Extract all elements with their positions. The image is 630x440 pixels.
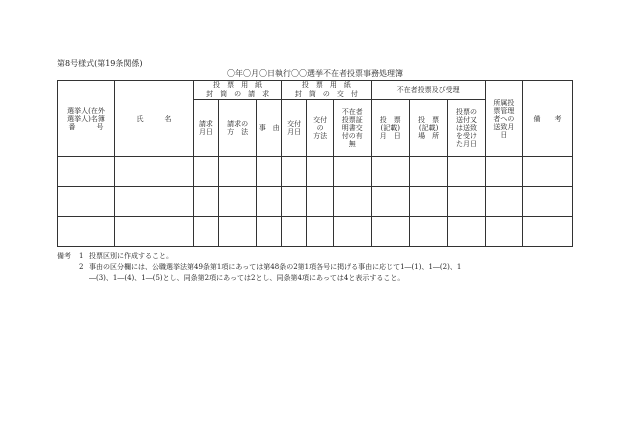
note-text: 事由の区分欄には、公職選挙法第49条第1項にあっては第48条の2第1項各号に掲げる事由に応じて1―(1)、1―(2)、1 (89, 263, 462, 271)
table-cell[interactable] (193, 157, 218, 187)
table-cell[interactable] (257, 217, 282, 247)
note-continuation: ―(3)、1―(4)、1―(5)とし、同条第2項にあっては2とし、同条第4項にあっては4と表示すること。 (89, 274, 405, 282)
table-cell[interactable] (282, 217, 307, 247)
note-number: 1 (79, 252, 84, 260)
table-cell[interactable] (523, 187, 573, 217)
table-cell[interactable] (115, 217, 194, 247)
header-voter-number: 選挙人(在外 選挙人)名簿 番 号 (58, 81, 115, 157)
header-delivery-method: 交付 の 方法 (307, 100, 334, 157)
table-cell[interactable] (307, 157, 334, 187)
table-row (58, 187, 573, 217)
ledger-table (57, 80, 573, 247)
header-delivery-date: 交付 月日 (282, 100, 307, 157)
table-cell[interactable] (307, 217, 334, 247)
table-cell[interactable] (193, 217, 218, 247)
header-remarks: 備 考 (523, 81, 573, 157)
notes-section (57, 251, 577, 284)
header-group-receipt: 不在者投票及び受理 (371, 81, 485, 100)
table-cell[interactable] (485, 187, 522, 217)
header-vote-place: 投 票 (記載) 場 所 (409, 100, 447, 157)
form-number: 第8号様式(第19条関係) (57, 59, 143, 68)
header-certificate: 不在者 投票証 明書交 付の有 無 (334, 100, 371, 157)
table-cell[interactable] (282, 187, 307, 217)
table-cell[interactable] (371, 187, 409, 217)
header-reason: 事 由 (257, 100, 282, 157)
table-cell[interactable] (58, 187, 115, 217)
note-item (57, 262, 577, 273)
table-cell[interactable] (448, 187, 485, 217)
table-cell[interactable] (334, 217, 371, 247)
table-row (58, 157, 573, 187)
table-cell[interactable] (523, 157, 573, 187)
header-ballot-sent: 投票の 送付又 は送致 を受け た月日 (448, 100, 485, 157)
table-cell[interactable] (58, 157, 115, 187)
table-cell[interactable] (115, 187, 194, 217)
table-cell[interactable] (371, 217, 409, 247)
note-text: 投票区別に作成すること。 (89, 252, 173, 260)
table-cell[interactable] (523, 217, 573, 247)
table-cell[interactable] (193, 187, 218, 217)
table-cell[interactable] (307, 187, 334, 217)
header-forward-date: 所属投 票管理 者への 送致月 日 (485, 81, 522, 157)
header-name: 氏 名 (115, 81, 194, 157)
table-cell[interactable] (218, 157, 256, 187)
table-cell[interactable] (282, 157, 307, 187)
table-cell[interactable] (485, 157, 522, 187)
table-cell[interactable] (58, 217, 115, 247)
table-cell[interactable] (334, 157, 371, 187)
table-cell[interactable] (334, 187, 371, 217)
table-cell[interactable] (257, 157, 282, 187)
table-row (58, 217, 573, 247)
document-title: 〇年〇月〇日執行〇〇選挙不在者投票事務処理簿 (227, 69, 403, 78)
table-cell[interactable] (371, 157, 409, 187)
note-number: 2 (79, 263, 84, 271)
header-group-delivery: 投 票 用 紙 封 筒 の 交 付 (282, 81, 371, 100)
note-item (57, 251, 577, 262)
header-group-request: 投 票 用 紙 封 筒 の 請 求 (193, 81, 281, 100)
table-cell[interactable] (409, 187, 447, 217)
table-cell[interactable] (257, 187, 282, 217)
table-cell[interactable] (409, 217, 447, 247)
table-cell[interactable] (409, 157, 447, 187)
table-cell[interactable] (485, 217, 522, 247)
table-cell[interactable] (218, 217, 256, 247)
table-cell[interactable] (448, 217, 485, 247)
table-cell[interactable] (115, 157, 194, 187)
table-cell[interactable] (218, 187, 256, 217)
header-request-method: 請求の 方 法 (218, 100, 256, 157)
header-request-date: 請求 月日 (193, 100, 218, 157)
table-cell[interactable] (448, 157, 485, 187)
header-vote-date: 投 票 (記載) 月 日 (371, 100, 409, 157)
notes-label: 備考 (57, 252, 71, 260)
